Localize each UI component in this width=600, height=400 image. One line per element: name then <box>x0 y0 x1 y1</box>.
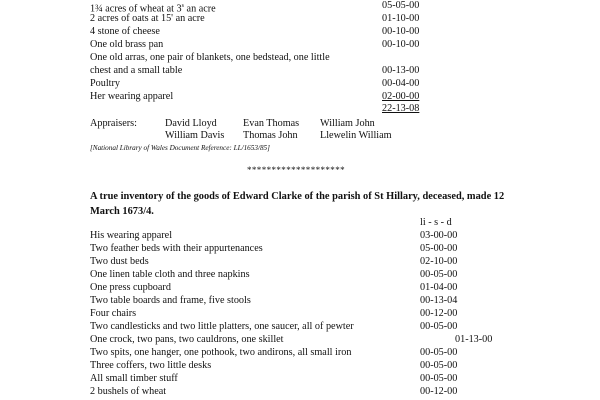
item-value: 02-10-00 <box>420 256 458 267</box>
item-desc: One old arras, one pair of blankets, one bedstead, one little <box>90 52 330 63</box>
item-value: 02-00-00 <box>382 91 420 102</box>
item-desc: One crock, two pans, two cauldrons, one skillet <box>90 334 284 345</box>
document-reference: [National Library of Wales Document Reference: LL/1653/85] <box>90 144 270 152</box>
currency-header: li - s - d <box>420 217 452 228</box>
item-value: 00-10-00 <box>382 26 420 37</box>
item-desc: Two candlesticks and two little platters, one saucer, all of pewter <box>90 321 354 332</box>
item-desc: 4 stone of cheese <box>90 26 160 37</box>
item-value: 00-05-00 <box>420 321 458 332</box>
appraiser-name: David Lloyd <box>165 118 217 129</box>
item-value: 00-04-00 <box>382 78 420 89</box>
item-desc: All small timber stuff <box>90 373 178 384</box>
item-value: 00-13-00 <box>382 65 420 76</box>
item-desc: Two dust beds <box>90 256 149 267</box>
item-desc: Two spits, one hanger, one pothook, two andirons, all small iron <box>90 347 352 358</box>
item-value: 01-13-00 <box>455 334 493 345</box>
item-value: 05-00-00 <box>420 243 458 254</box>
item-value: 01-04-00 <box>420 282 458 293</box>
item-value: 00-05-00 <box>420 360 458 371</box>
item-desc: Her wearing apparel <box>90 91 174 102</box>
item-desc: Two table boards and frame, five stools <box>90 295 251 306</box>
item-value: 00-12-00 <box>420 308 458 319</box>
inventory-title: A true inventory of the goods of Edward Clarke of the parish of St Hillary, deceased, made 12 March 1673/4. <box>90 191 505 217</box>
item-desc: chest and a small table <box>90 65 183 76</box>
item-desc: 2 bushels of wheat <box>90 386 167 397</box>
appraiser-name: William Davis <box>165 130 225 141</box>
appraisers-label: Appraisers: <box>90 118 137 129</box>
appraiser-name: Evan Thomas <box>243 118 300 129</box>
appraiser-name: Llewelin William <box>320 130 392 141</box>
item-desc: 1¾ acres of wheat at 3 <box>90 3 182 15</box>
item-desc: 2 acres of oats at 15' an acre <box>90 13 205 24</box>
item-desc: Three coffers, two little desks <box>90 360 212 371</box>
item-desc: Poultry <box>90 78 121 89</box>
item-value: 03-00-00 <box>420 230 458 241</box>
item-value: 00-13-04 <box>420 295 458 306</box>
item-value: 00-05-00 <box>420 373 458 384</box>
item-value: 00-10-00 <box>382 39 420 50</box>
item-desc: Four chairs <box>90 308 137 319</box>
item-value: 05-05-00 <box>382 0 420 11</box>
item-desc: One old brass pan <box>90 39 164 50</box>
item-value: 00-05-00 <box>420 269 458 280</box>
item-superscript: s <box>181 3 184 9</box>
item-value: 00-12-00 <box>420 386 458 397</box>
appraiser-name: William John <box>320 118 375 129</box>
item-desc: Two feather beds with their appurtenances <box>90 243 263 254</box>
item-desc: One press cupboard <box>90 282 171 293</box>
inventory-total: 22-13-08 <box>382 103 420 114</box>
item-desc-end: an acre <box>184 3 216 15</box>
item-value: 01-10-00 <box>382 13 420 24</box>
item-desc: His wearing apparel <box>90 230 173 241</box>
item-value: 00-05-00 <box>420 347 458 358</box>
appraiser-name: Thomas John <box>243 130 298 141</box>
section-separator: ******************** <box>247 165 345 175</box>
item-desc: One linen table cloth and three napkins <box>90 269 250 280</box>
